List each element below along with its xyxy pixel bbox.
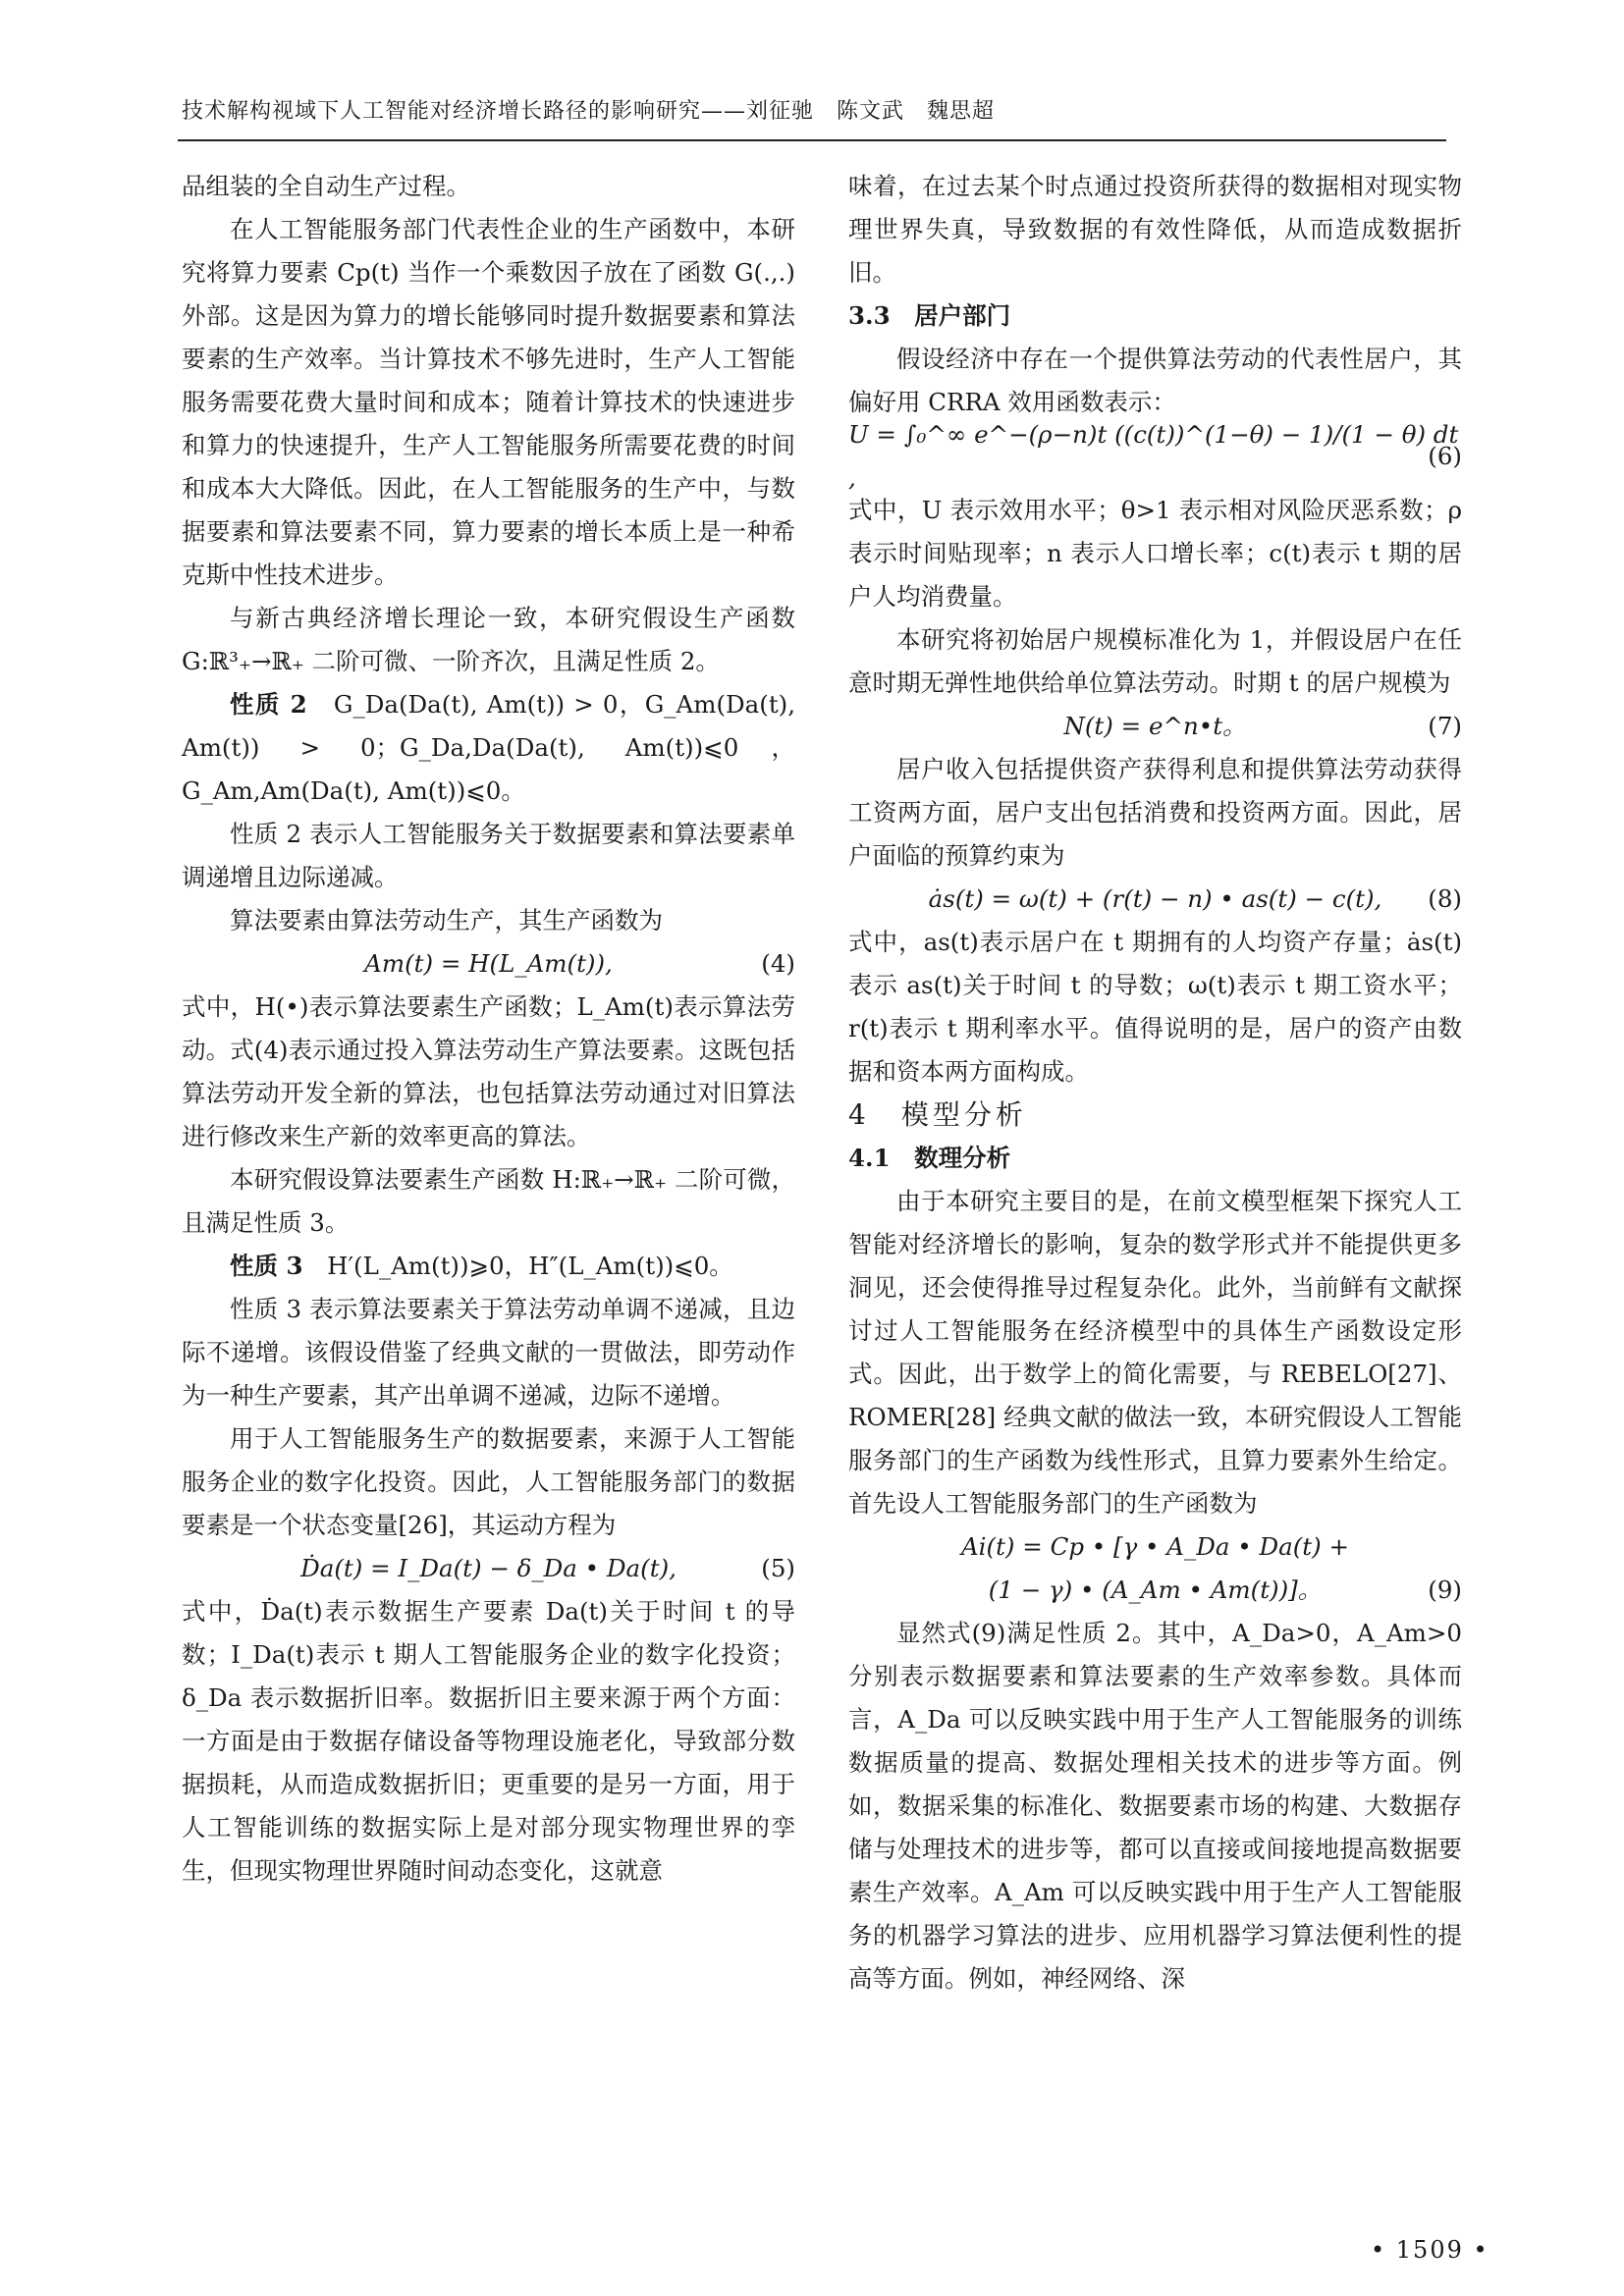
paragraph: 式中，U 表示效用水平；θ>1 表示相对风险厌恶系数；ρ 表示时间贴现率；n 表示人口增长率；c(t)表示 t 期的居户人均消费量。 [848, 496, 1462, 611]
equation-8 [848, 878, 1462, 921]
paragraph: 居户收入包括提供资产获得利息和提供算法劳动获得工资两方面，居户支出包括消费和投资两方面。因此，居户面临的预算约束为 [848, 755, 1462, 870]
equation-number: (7) [1428, 712, 1462, 740]
equation-9 [848, 1525, 1462, 1612]
paragraph: 假设经济中存在一个提供算法劳动的代表性居户，其偏好用 CRRA 效用函数表示： [848, 345, 1462, 416]
running-header: 技术解构视域下人工智能对经济增长路径的影响研究——刘征驰 陈文武 魏思超 [182, 99, 996, 124]
page-number: • 1509 • [1371, 2236, 1489, 2264]
section-heading-3-3: 3.3 居户部门 [848, 301, 1011, 330]
paragraph: 本研究将初始居户规模标准化为 1，并假设居户在任意时期无弹性地供给单位算法劳动。时期 t 的居户规模为 [848, 625, 1462, 697]
equation-number: (4) [761, 949, 795, 978]
section-heading-4-1: 4.1 数理分析 [848, 1144, 1011, 1172]
equation-expression: U = ∫₀^∞ e^−(ρ−n)t ((c(t))^(1−θ) − 1)/(1 − θ) dt , [848, 420, 1459, 492]
property-3 [182, 1245, 795, 1288]
property-label: 性质 3 [230, 1252, 303, 1280]
equation-expression-line-1: Ai(t) = Cp • [γ • A_Da • Da(t) + [960, 1532, 1350, 1561]
property-body: G_Da(Da(t), Am(t)) > 0，G_Am(Da(t), Am(t)) > 0；G_Da,Da(Da(t), Am(t))⩽0，G_Am,Am(Da(t), Am(t))⩽0。 [182, 690, 796, 805]
property-body: H′(L_Am(t))⩾0，H″(L_Am(t))⩽0。 [327, 1252, 733, 1280]
paragraph: 与新古典经济增长理论一致，本研究假设生产函数 G:ℝ³₊→ℝ₊ 二阶可微、一阶齐次，且满足性质 2。 [182, 604, 795, 675]
right-column [848, 165, 1462, 2001]
paragraph: 算法要素由算法劳动生产，其生产函数为 [230, 906, 663, 934]
equation-4 [182, 942, 795, 986]
equation-5 [182, 1547, 795, 1590]
paragraph: 式中，as(t)表示居户在 t 期拥有的人均资产存量；ȧs(t)表示 as(t)关于时间 t 的导数；ω(t)表示 t 期工资水平；r(t)表示 t 期利率水平。值得说明的是，居户的资产由数据和资本两方面构成。 [848, 928, 1462, 1086]
paragraph: 式中，Ḋa(t)表示数据生产要素 Da(t)关于时间 t 的导数；I_Da(t)表示 t 期人工智能服务企业的数字化投资；δ_Da 表示数据折旧率。数据折旧主要来源于两个方面：一方面是由于数据存储设备等物理设施老化，导致部分数据损耗，从而造成数据折旧；更重要的是另一方面，用于人工智能训练的数据实际上是对部分现实物理世界的孪生，但现实物理世界随时间动态变化，这就意 [182, 1597, 795, 1885]
equation-7 [848, 705, 1462, 748]
equation-number: (8) [1428, 884, 1462, 913]
paragraph: 显然式(9)满足性质 2。其中，A_Da>0，A_Am>0 分别表示数据要素和算法要素的生产效率参数。具体而言，A_Da 可以反映实践中用于生产人工智能服务的训练数据质量的提高、数据处理相关技术的进步等方面。例如，数据采集的标准化、数据要素市场的构建、大数据存储与处理技术的进步等，都可以直接或间接地提高数据要素生产效率。A_Am 可以反映实践中用于生产人工智能服务的机器学习算法的进步、应用机器学习算法便利性的提高等方面。例如，神经网络、深 [848, 1619, 1462, 1993]
equation-expression: Ḋa(t) = I_Da(t) − δ_Da • Da(t), [300, 1554, 677, 1582]
equation-expression: ȧs(t) = ω(t) + (r(t) − n) • as(t) − c(t), [928, 884, 1382, 913]
paragraph: 本研究假设算法要素生产函数 H:ℝ₊→ℝ₊ 二阶可微，且满足性质 3。 [182, 1165, 795, 1237]
equation-number: (6) [1428, 442, 1462, 470]
equation-expression: N(t) = e^n•t。 [1063, 712, 1247, 740]
property-label: 性质 2 [230, 690, 307, 719]
paragraph: 味着，在过去某个时点通过投资所获得的数据相对现实物理世界失真，导致数据的有效性降低，从而造成数据折旧。 [848, 172, 1462, 287]
paragraph: 式中，H(•)表示算法要素生产函数；L_Am(t)表示算法劳动。式(4)表示通过投入算法劳动生产算法要素。这既包括算法劳动开发全新的算法，也包括算法劳动通过对旧算法进行修改来生产新的效率更高的算法。 [182, 992, 795, 1150]
paragraph: 由于本研究主要目的是，在前文模型框架下探究人工智能对经济增长的影响，复杂的数学形式并不能提供更多洞见，还会使得推导过程复杂化。此外，当前鲜有文献探讨过人工智能服务在经济模型中的具体生产函数设定形式。因此，出于数学上的简化需要，与 REBELO[27]、ROMER[28] 经典文献的做法一致，本研究假设人工智能服务部门的生产函数为线性形式，且算力要素外生给定。首先设人工智能服务部门的生产函数为 [848, 1187, 1462, 1518]
property-2 [182, 683, 795, 813]
paragraph: 品组装的全自动生产过程。 [182, 172, 470, 200]
paragraph: 在人工智能服务部门代表性企业的生产函数中，本研究将算力要素 Cp(t) 当作一个乘数因子放在了函数 G(.,.) 外部。这是因为算力的增长能够同时提升数据要素和算法要素的生产效率。当计算技术不够先进时，生产人工智能服务需要花费大量时间和成本；随着计算技术的快速进步和算力的快速提升，生产人工智能服务所需要花费的时间和成本大大降低。因此，在人工智能服务的生产中，与数据要素和算法要素不同，算力要素的增长本质上是一种希克斯中性技术进步。 [182, 215, 795, 589]
header-rule [178, 139, 1446, 141]
equation-number: (9) [1428, 1575, 1462, 1604]
paragraph: 性质 2 表示人工智能服务关于数据要素和算法要素单调递增且边际递减。 [182, 820, 795, 891]
paragraph: 用于人工智能服务生产的数据要素，来源于人工智能服务企业的数字化投资。因此，人工智能服务部门的数据要素是一个状态变量[26]，其运动方程为 [182, 1424, 795, 1539]
equation-expression: Am(t) = H(L_Am(t)), [364, 949, 613, 978]
equation-expression-line-2: (1 − γ) • (A_Am • Am(t))]。 [988, 1575, 1323, 1604]
left-column [182, 165, 795, 1893]
equation-6 [848, 420, 1462, 492]
paragraph: 性质 3 表示算法要素关于算法劳动单调不递减，且边际不递增。该假设借鉴了经典文献的一贯做法，即劳动作为一种生产要素，其产出单调不递减，边际不递增。 [182, 1295, 795, 1410]
section-heading-4: 4 模型分析 [848, 1098, 1027, 1131]
equation-number: (5) [761, 1554, 795, 1582]
